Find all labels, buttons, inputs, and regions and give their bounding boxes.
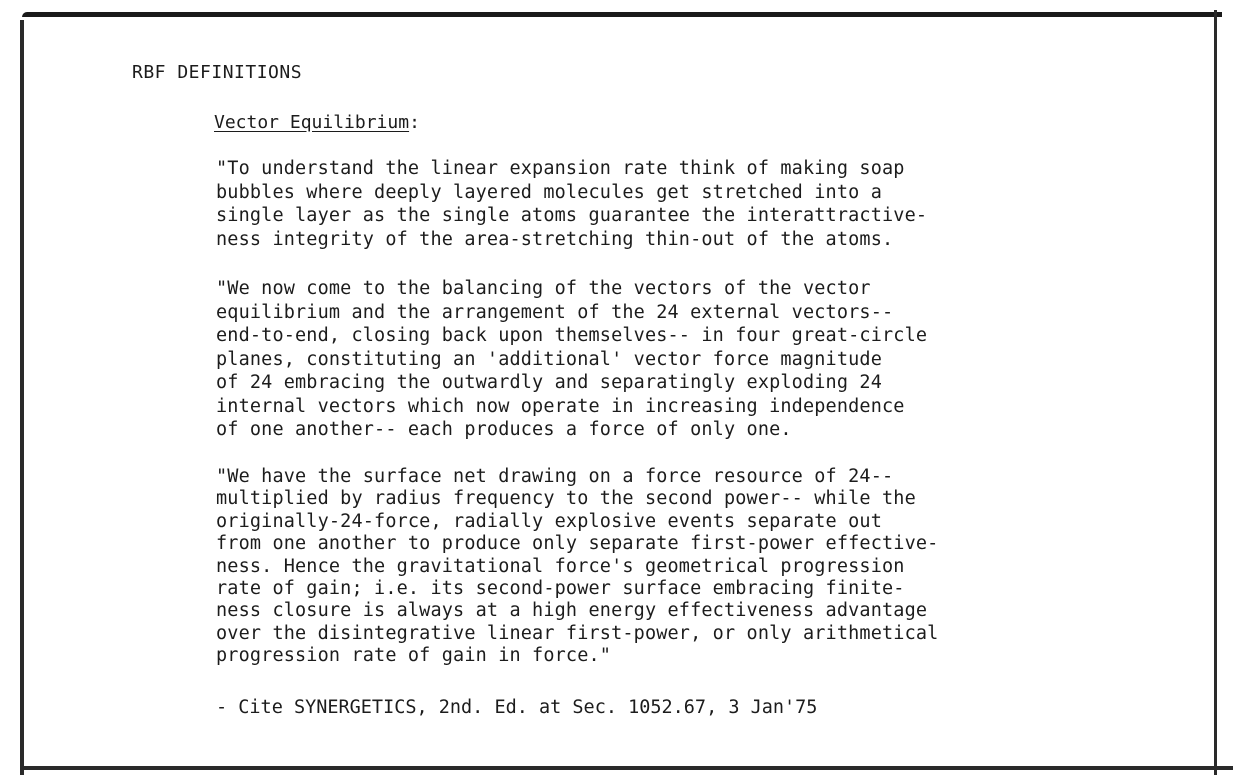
- card-border-bottom: [20, 766, 1233, 770]
- definition-paragraph-1: "To understand the linear expansion rate think of making soap bubbles where deeply layered molecules get stretched into a single layer as the single atoms guarantee the interattractive- ness integrity of the area-stretching thin-out of the atoms.: [216, 158, 928, 250]
- document-heading: RBF DEFINITIONS: [132, 62, 303, 83]
- definition-paragraph-3: "We have the surface net drawing on a force resource of 24-- multiplied by radius frequency to the second power-- while the originally-24-force, radially explosive events separate out from one another to produce only separate first-power effective- ness. Hence the gravitational force's geometrical progression rate of gain; i.e. its second-power surface embracing finite- ness closure is always at a high energy effectiveness advantage over the disintegrative linear first-power, or only arithmetical progression rate of gain in force.": [216, 466, 939, 667]
- citation: - Cite SYNERGETICS, 2nd. Ed. at Sec. 1052.67, 3 Jan'75: [216, 697, 818, 718]
- card-border-top: [22, 12, 1222, 17]
- card-border-left: [20, 20, 24, 775]
- card-border-right: [1214, 10, 1217, 775]
- term-heading: [214, 112, 420, 133]
- definition-paragraph-2: "We now come to the balancing of the vectors of the vector equilibrium and the arrangement of the 24 external vectors-- end-to-end, closing back upon themselves-- in four great-circle planes, constituting an 'additional' vector force magnitude of 24 embracing the outwardly and separatingly exploding 24 internal vectors which now operate in increasing independence of one another-- each produces a force of only one.: [216, 278, 928, 440]
- term-title: Vector Equilibrium: [214, 112, 410, 133]
- term-colon: :: [409, 112, 420, 133]
